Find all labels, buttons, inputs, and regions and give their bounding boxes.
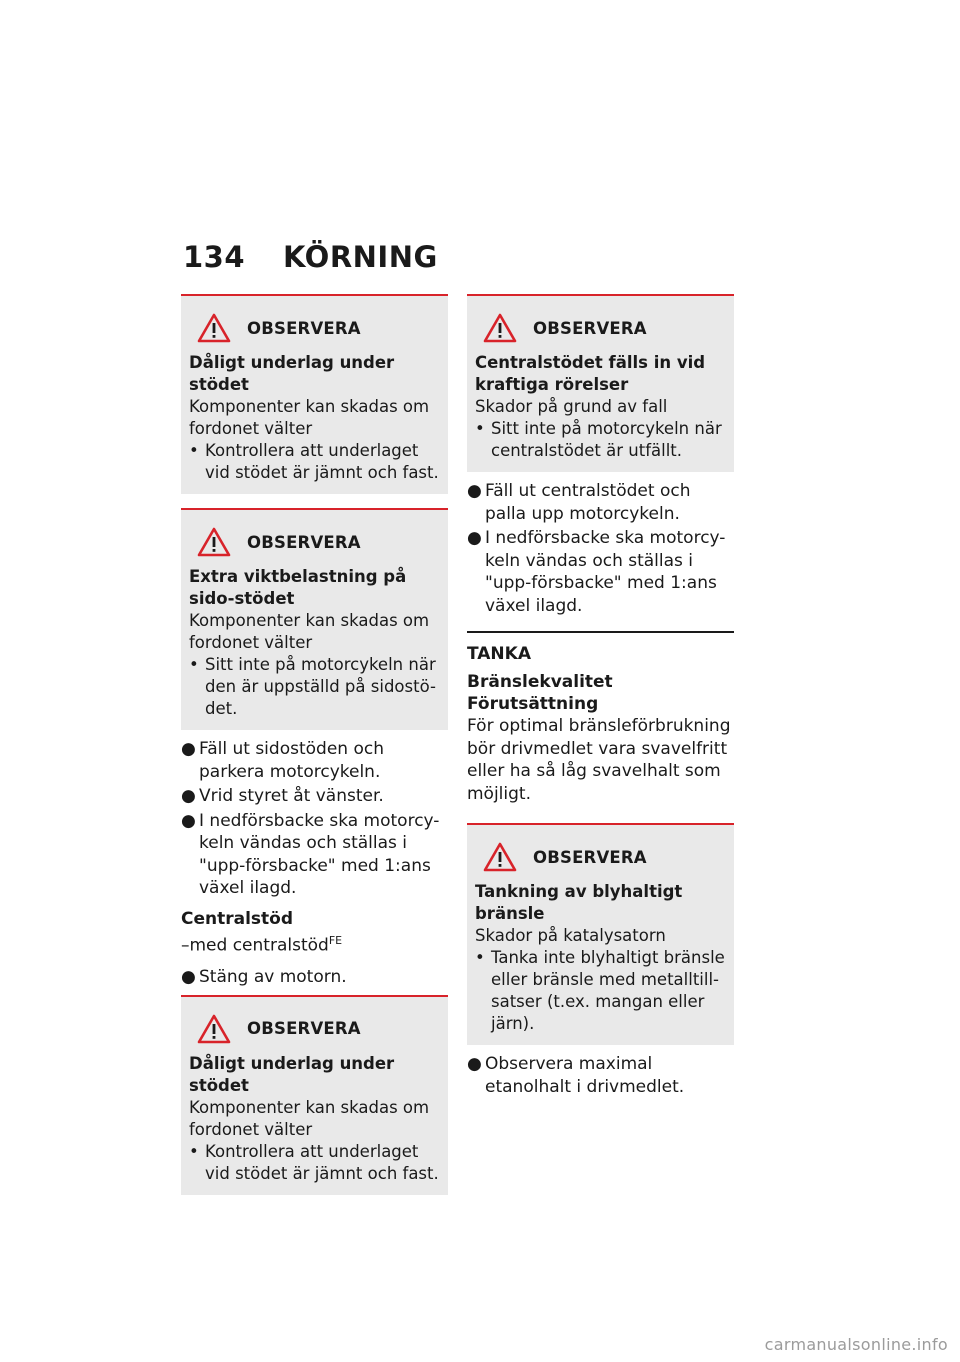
notice-title: Dåligt underlag under stödet <box>189 1053 395 1095</box>
subheading: Bränslekvalitet <box>467 672 613 692</box>
notice-bullet: • Tanka inte blyhaltigt bränsle eller bränsle med metalltill-satser (t.ex. mangan eller järn). <box>475 948 725 1033</box>
notice-box <box>181 508 448 730</box>
warning-triangle-icon <box>483 842 517 872</box>
notice-title: Dåligt underlag under stödet <box>189 353 395 394</box>
notice-box <box>467 823 734 1045</box>
section-title: TANKA <box>467 631 734 665</box>
notice-header <box>189 1011 440 1047</box>
notice-label: OBSERVERA <box>247 532 361 552</box>
equipment-code: FE <box>328 933 343 947</box>
notice-header <box>189 310 440 346</box>
notice-title: Extra viktbelastning på sido-stödet <box>189 567 407 608</box>
warning-triangle-icon <box>197 527 231 557</box>
body-paragraph: För optimal bränsleförbrukning bör drivmedlet vara svavelfritt eller ha så låg svavelhalt som möjligt. <box>467 716 731 804</box>
notice-bullet: • Kontrollera att underlaget vid stödet är jämnt och fast. <box>189 441 439 482</box>
notice-bullet: • Sitt inte på motorcykeln när den är uppställd på sidostö-det. <box>189 655 436 718</box>
notice-label: OBSERVERA <box>533 318 647 338</box>
centralstod-heading: Centralstöd <box>181 908 294 929</box>
warning-triangle-icon <box>197 313 231 343</box>
notice-text: Skador på katalysatorn <box>475 926 666 945</box>
notice-box <box>181 995 448 1195</box>
notice-text: Komponenter kan skadas om fordonet välter <box>189 1097 430 1139</box>
instruction-step: ● Observera maximal etanolhalt i drivmedlet. <box>467 1054 685 1097</box>
instruction-step: ● Fäll ut sidostöden och parkera motorcykeln. <box>181 739 384 782</box>
notice-label: OBSERVERA <box>247 318 361 338</box>
notice-label: OBSERVERA <box>247 1019 361 1039</box>
warning-triangle-icon <box>483 313 517 343</box>
watermark-logo: carmanualsonline.info <box>764 1335 948 1354</box>
page-title: KÖRNING <box>283 240 438 274</box>
notice-box <box>467 294 734 472</box>
warning-triangle-icon <box>197 1014 231 1044</box>
instruction-step: ● I nedförsbacke ska motorcy-keln vändas och ställas i "upp-försbacke" med 1:ans växel ilagd. <box>181 810 440 898</box>
notice-header <box>475 310 726 346</box>
notice-text: Skador på grund av fall <box>475 397 668 416</box>
instruction-step: ● I nedförsbacke ska motorcy-keln vändas och ställas i "upp-försbacke" med 1:ans växel ilagd. <box>467 528 726 616</box>
notice-bullet: • Sitt inte på motorcykeln när centralstödet är utfällt. <box>475 419 722 460</box>
notice-box <box>181 294 448 494</box>
notice-label: OBSERVERA <box>533 847 647 867</box>
instruction-step: ● Vrid styret åt vänster. <box>181 786 384 806</box>
page-header <box>183 240 438 274</box>
instruction-step: ● Stäng av motorn. <box>181 967 347 988</box>
subheading: Förutsättning <box>467 694 599 714</box>
instruction-step: ● Fäll ut centralstödet och palla upp motorcykeln. <box>467 481 691 524</box>
left-column <box>181 294 448 1203</box>
notice-title: Tankning av blyhaltigt bränsle <box>475 882 683 923</box>
notice-text: Komponenter kan skadas om fordonet välter <box>189 397 430 438</box>
notice-header <box>475 839 726 875</box>
notice-text: Komponenter kan skadas om fordonet välter <box>189 611 430 652</box>
notice-title: Centralstödet fälls in vid kraftiga rörelser <box>475 353 706 394</box>
notice-header <box>189 524 440 560</box>
page-number: 134 <box>183 240 246 274</box>
right-column <box>467 294 734 1100</box>
equipment-condition: –med centralstöd$^{FE}$ <box>181 933 343 956</box>
notice-bullet: • Kontrollera att underlaget vid stödet är jämnt och fast. <box>189 1141 439 1183</box>
